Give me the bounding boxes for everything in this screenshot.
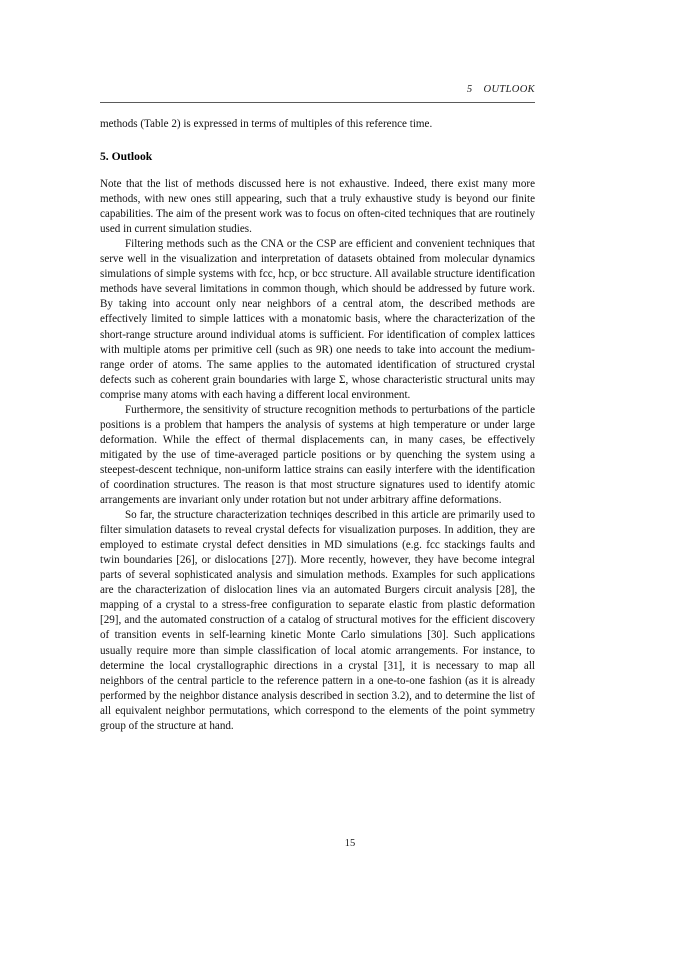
body-text-block (100, 117, 535, 734)
heading-spacer-below (100, 164, 535, 177)
paragraph-1: Note that the list of methods discussed here is not exhaustive. Indeed, there exist many more methods, with new ones still appearing, such that a truly exhaustive study is beyond our finite capabilities. The aim of the present work was to focus on often-cited techniques that are routinely used in current simulation studies. (100, 178, 535, 236)
running-header-section-number: 5 (466, 84, 473, 95)
page-number: 15 (344, 838, 356, 849)
heading-spacer-above (100, 132, 535, 149)
section-heading: 5. Outlook (100, 150, 153, 164)
header-rule (100, 102, 535, 103)
paragraph-4: So far, the structure characterization techniqes described in this article are primarily used to filter simulation datasets to reveal crystal defects for visualization purposes. In addition, they are employed to estimate crystal defect densities in MD simulations (e.g. fcc stackings faults and twin boundaries [26], or dislocations [27]). More recently, however, they have become integral parts of several sophisticated analysis and simulation methods. Examples for such applications are the characterization of dislocation lines via an automated Burgers circuit analysis [28], the mapping of a crystal to a stress-free configuration to separate elastic from plastic deformation [29], and the automated construction of a catalog of structural motives for the efficient discovery of transition events in self-learning kinetic Monte Carlo simulations [30]. Such applications usually require more than simple classification of local atomic arrangements. For instance, to determine the local crystallographic directions in a crystal [31], it is necessary to map all neighbors of the central particle to the reference pattern in a one-to-one fashion (as it is already performed by the neighbor distance analysis described in section 3.2), and to determine the list of all equivalent neighbor permutations, which correspond to the elements of the point symmetry group of the structure at hand. (100, 509, 535, 732)
paragraph-2: Filtering methods such as the CNA or the CSP are efficient and convenient techniques that serve well in the visualization and interpretation of datasets obtained from molecular dynamics simulations of simple systems with fcc, hcp, or bcc structure. All available structure identification methods have several limitations in common though, which should be addressed by future work. By taking into account only near neighbors of a central atom, the described methods are effectively limited to simple lattices with a monatomic basis, where the characterization of the short-range structure around individual atoms is sufficient. For identification of complex lattices with multiple atoms per primitive cell (such as 9R) one needs to take into account the medium-range order of atoms. The same applies to the automated identification of structured crystal defects such as coherent grain boundaries with large Σ, whose characteristic structural units may comprise many atoms with each having a different local environment. (100, 238, 535, 401)
running-header-section-title: OUTLOOK (483, 84, 535, 95)
running-header (100, 84, 535, 95)
paragraph-3: Furthermore, the sensitivity of structure recognition methods to perturbations of the particle positions is a problem that hampers the analysis of systems at high temperature or under large deformation. While the effect of thermal displacements can, in many cases, be effectively mitigated by the use of time-averaged particle positions or by quenching the system using a steepest-descent technique, non-uniform lattice strains can easily interfere with the identification of coordination structures. The reason is that most structure signatures used to identify atomic arrangements are invariant only under rotation but not under arbitrary affine deformations. (100, 403, 535, 507)
continuation-paragraph: methods (Table 2) is expressed in terms of multiples of this reference time. (100, 118, 433, 130)
